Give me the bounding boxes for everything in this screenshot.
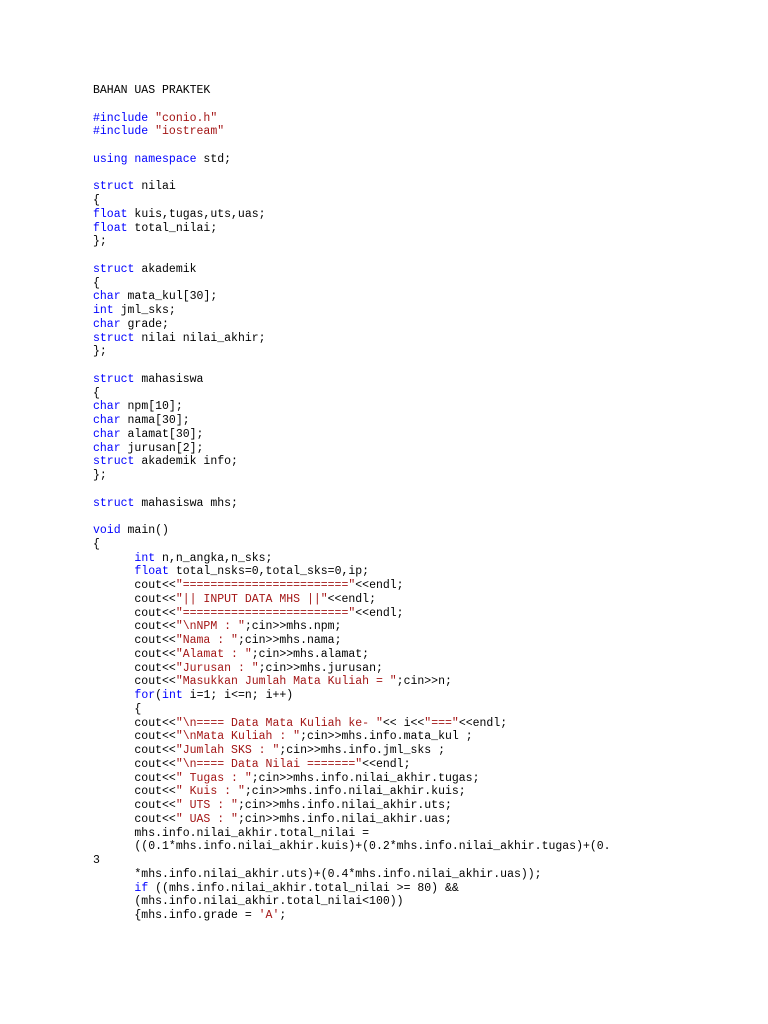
code-keyword: char [93,414,121,427]
code-string: "\n==== Data Nilai =======" [175,757,363,771]
code-text: ;cin>>mhs.info.nilai_akhir.uts; [237,799,452,812]
code-line [93,717,733,731]
code-text: kuis,tugas,uts,uas; [127,207,266,221]
code-text: mahasiswa mhs; [134,496,238,510]
code-keyword: char [93,427,121,441]
code-text: cout<< [93,812,176,826]
code-text: ;cin>>mhs.alamat; [251,647,370,661]
code-text: nilai [134,180,176,194]
code-line [93,139,733,153]
code-line [93,98,733,112]
code-line [93,359,733,373]
code-line [93,483,733,497]
code-line [93,125,733,139]
code-string: " UTS : " [175,799,238,812]
code-text: }; [93,235,107,249]
code-line [93,222,733,236]
code-keyword: if [134,881,149,895]
code-line [93,895,733,909]
code-text: cout<< [93,606,176,620]
code-text: { [93,194,100,207]
code-string: "========================" [175,606,356,620]
code-string: "conio.h" [155,111,218,125]
code-line [93,648,733,662]
code-line [93,565,733,579]
code-keyword: float [93,207,128,221]
code-text: ;cin>>mhs.info.nilai_akhir.uas; [237,812,452,826]
code-string: "Jurusan : " [175,661,259,675]
code-line [93,744,733,758]
code-text: cout<< [93,771,176,785]
code-line [93,662,733,676]
code-text: ;cin>>mhs.info.jml_sks ; [279,744,445,757]
code-string: "========================" [175,579,356,592]
code-line [93,909,733,923]
code-line [93,538,733,552]
code-text: n,n_angka,n_sks; [155,551,273,565]
code-text: 3 [93,854,100,867]
code-line [93,510,733,524]
code-text: cout<< [93,675,176,689]
code-text: { [93,702,142,716]
code-text: i=1; i<=n; i++) [182,689,294,702]
code-keyword: float [93,221,128,235]
code-line [93,167,733,181]
code-text: { [93,276,100,290]
code-keyword: struct [93,496,135,510]
code-text: ((0.1*mhs.info.nilai_akhir.kuis)+(0.2*mhs.info.nilai_akhir.tugas)+(0. [93,840,611,854]
code-text: alamat[30]; [120,427,204,441]
code-line [93,373,733,387]
code-text [93,882,134,895]
code-line [93,455,733,469]
code-line [93,497,733,511]
code-line [93,840,733,854]
code-text: BAHAN UAS PRAKTEK [93,84,211,97]
code-string: " UAS : " [175,812,238,826]
code-text: ;cin>>mhs.info.nilai_akhir.tugas; [251,771,480,785]
code-text: total_nsks=0,total_sks=0,ip; [168,565,370,579]
code-string: "\nNPM : " [175,620,245,634]
code-text: { [93,537,100,551]
code-string: "Alamat : " [175,647,252,661]
code-line [93,785,733,799]
code-text: cout<< [93,592,176,606]
code-text: *mhs.info.nilai_akhir.uts)+(0.4*mhs.info.nilai_akhir.uas)); [93,867,542,881]
code-text: cout<< [93,634,176,647]
code-keyword: struct [93,455,135,469]
code-line [93,524,733,538]
code-line [93,552,733,566]
code-text: cout<< [93,785,176,799]
code-text: cout<< [93,647,176,661]
code-text: jurusan[2]; [120,441,204,455]
code-line [93,235,733,249]
code-text: cout<< [93,620,176,634]
code-line [93,772,733,786]
code-string: " Tugas : " [175,771,252,785]
code-text: <<endl; [458,716,508,730]
code-keyword: struct [93,262,135,276]
code-string: " Kuis : " [175,785,245,799]
code-text: nama[30]; [120,414,190,427]
code-line [93,400,733,414]
code-line [93,249,733,263]
code-text [93,689,134,702]
code-text: nilai nilai_akhir; [134,331,266,345]
code-keyword: int [93,304,114,317]
code-line [93,304,733,318]
code-text: ;cin>>mhs.jurusan; [258,661,383,675]
code-text: jml_sks; [113,304,176,317]
code-text: ;cin>>mhs.info.mata_kul ; [300,730,473,744]
code-preprocessor: #include [93,111,156,125]
code-line [93,387,733,401]
code-text: ;cin>>mhs.info.nilai_akhir.kuis; [244,785,466,799]
code-string: "\n==== Data Mata Kuliah ke- " [175,716,383,730]
code-text: cout<< [93,757,176,771]
code-line [93,263,733,277]
code-text: {mhs.info.grade = [93,909,259,922]
code-line [93,730,733,744]
code-text: <<endl; [355,606,404,620]
code-text: ;cin>>n; [396,675,452,689]
code-text: akademik info; [134,455,238,469]
code-string: "\nMata Kuliah : " [175,730,301,744]
code-text: total_nilai; [127,221,218,235]
code-preprocessor: #include [93,125,156,139]
code-text: cout<< [93,579,176,592]
code-keyword: float [134,565,169,579]
code-text: std; [196,152,232,166]
document-title [93,84,733,98]
code-text: cout<< [93,661,176,675]
code-keyword: char [93,290,121,304]
code-line [93,442,733,456]
code-text [93,565,134,578]
code-line [93,758,733,772]
code-line [93,414,733,428]
code-text: main() [120,524,169,537]
code-line [93,634,733,648]
code-text: ; [279,909,287,922]
code-keyword: using namespace [93,152,197,166]
code-string: "Jumlah SKS : " [175,744,280,757]
code-line [93,153,733,167]
code-keyword: int [134,551,156,565]
code-line [93,290,733,304]
code-line [93,180,733,194]
code-keyword: int [162,689,183,702]
code-line [93,703,733,717]
code-text: << i<< [382,716,425,730]
code-line [93,208,733,222]
code-text: <<endl; [355,579,404,592]
code-line [93,607,733,621]
code-line [93,277,733,291]
code-keyword: struct [93,331,135,345]
code-text: cout<< [93,799,176,812]
code-keyword: void [93,524,121,537]
code-text: ;cin>>mhs.nama; [237,634,342,647]
code-line [93,469,733,483]
code-text: mata_kul[30]; [120,290,218,304]
code-line [93,579,733,593]
code-text: }; [93,469,107,482]
code-text: mahasiswa [134,372,204,386]
code-line [93,318,733,332]
code-text: { [93,386,100,400]
code-line [93,799,733,813]
code-line [93,428,733,442]
code-line [93,813,733,827]
code-text: ((mhs.info.nilai_akhir.total_nilai >= 80) && [148,881,459,895]
code-text: cout<< [93,730,176,744]
code-keyword: struct [93,180,135,194]
code-keyword: char [93,317,121,331]
code-line [93,332,733,346]
code-text: <<endl; [327,592,376,606]
code-line [93,689,733,703]
code-line [93,675,733,689]
code-text: mhs.info.nilai_akhir.total_nilai = [93,826,370,840]
code-string: "===" [424,716,459,730]
code-line [93,593,733,607]
code-line [93,827,733,841]
code-line [93,620,733,634]
code-text: ;cin>>mhs.npm; [244,620,342,634]
code-string: 'A' [258,909,280,922]
code-text: <<endl; [362,757,411,771]
code-text: grade; [120,317,169,331]
code-keyword: char [93,441,121,455]
code-text: cout<< [93,744,176,757]
code-keyword: struct [93,372,135,386]
code-line [93,194,733,208]
code-text: npm[10]; [120,400,183,414]
code-line [93,112,733,126]
code-string: "Masukkan Jumlah Mata Kuliah = " [175,675,397,689]
code-text: }; [93,345,107,359]
code-text: (mhs.info.nilai_akhir.total_nilai<100)) [93,895,404,909]
code-document [93,84,733,923]
code-string: "Nama : " [175,634,238,647]
code-string: "|| INPUT DATA MHS ||" [175,592,328,606]
code-string: "iostream" [155,125,225,139]
code-line [93,854,733,868]
code-text: ( [155,689,163,702]
code-line [93,882,733,896]
code-keyword: char [93,400,121,414]
code-text [93,552,134,565]
code-line [93,345,733,359]
code-text: akademik [134,262,197,276]
code-keyword: for [134,689,156,702]
code-text: cout<< [93,716,176,730]
code-line [93,868,733,882]
